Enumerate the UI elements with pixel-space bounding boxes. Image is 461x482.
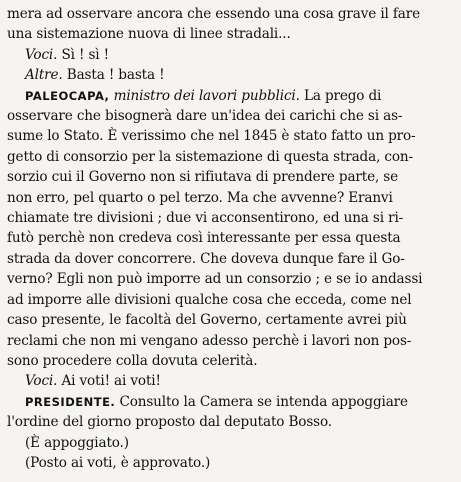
- text-line: verno? Egli non può imporre ad un consorzio ; e se io andassi: [7, 271, 423, 288]
- interjection-altre: [7, 65, 451, 85]
- procedural-note: (È appoggiato.): [25, 434, 129, 451]
- interjection-text: Sì ! sì !: [57, 46, 109, 63]
- speaker-role: ministro dei lavori pubblici.: [109, 87, 300, 104]
- interjection-text: Basta ! basta !: [62, 67, 165, 84]
- text-line: chiamate tre divisioni ; due vi acconsentirono, ed una si ri-: [7, 210, 404, 227]
- text-line: sono procedere colla dovuta celerità.: [7, 352, 258, 369]
- text-line: sume lo Stato. È verissimo che nel 1845 è stato fatto un pro-: [7, 128, 416, 145]
- text-line: strada da dover concorrere. Che doveva dunque fare il Go-: [7, 250, 405, 267]
- text-line: mera ad osservare ancora che essendo una cosa grave il fare: [7, 6, 420, 22]
- text-line: caso presente, le facoltà del Governo, certamente avrei più: [7, 312, 407, 329]
- speaker-label: Altre.: [25, 67, 63, 84]
- interjection-text: Ai voti! ai voti!: [57, 373, 161, 390]
- speaker-label: Voci.: [25, 373, 58, 390]
- text-line: getto di consorzio per la sistemazione di questa strada, con-: [7, 148, 413, 165]
- text-line: l'ordine del giorno proposto dal deputato Bosso.: [7, 414, 332, 431]
- text-line: sorzio cui il Governo non si rifiutava di prendere parte, se: [7, 169, 399, 186]
- interjection-voci: [7, 45, 451, 65]
- speaker-label: Voci.: [25, 46, 58, 63]
- procedural-note: (Posto ai voti, è approvato.): [25, 454, 211, 471]
- speaker-name: PRESIDENTE.: [25, 394, 116, 409]
- text-line: una sistemazione nuova di linee stradali...: [7, 26, 291, 43]
- speech-text: Consulto la Camera se intenda appoggiare: [115, 393, 408, 410]
- text-line: non erro, pel quarto o pel terzo. Ma che avvenne? Eranvi: [7, 189, 393, 206]
- speech-paleocapa-start: [7, 86, 451, 106]
- text-line: futò perchè non credeva così interessante per essa questa: [7, 230, 401, 247]
- text-line: ad imporre alle divisioni qualche cosa che ecceda, come nel: [7, 291, 412, 308]
- text-line: osservare che bisognerà dare un'idea dei carichi che si as-: [7, 108, 403, 125]
- interjection-voci: [7, 371, 451, 391]
- speech-presidente: [7, 392, 451, 412]
- text-line: reclami che non mi vengano adesso perchè i lavori non pos-: [7, 332, 412, 349]
- speech-text: La prego di: [299, 87, 382, 104]
- speaker-name: PALEOCAPA,: [25, 88, 110, 103]
